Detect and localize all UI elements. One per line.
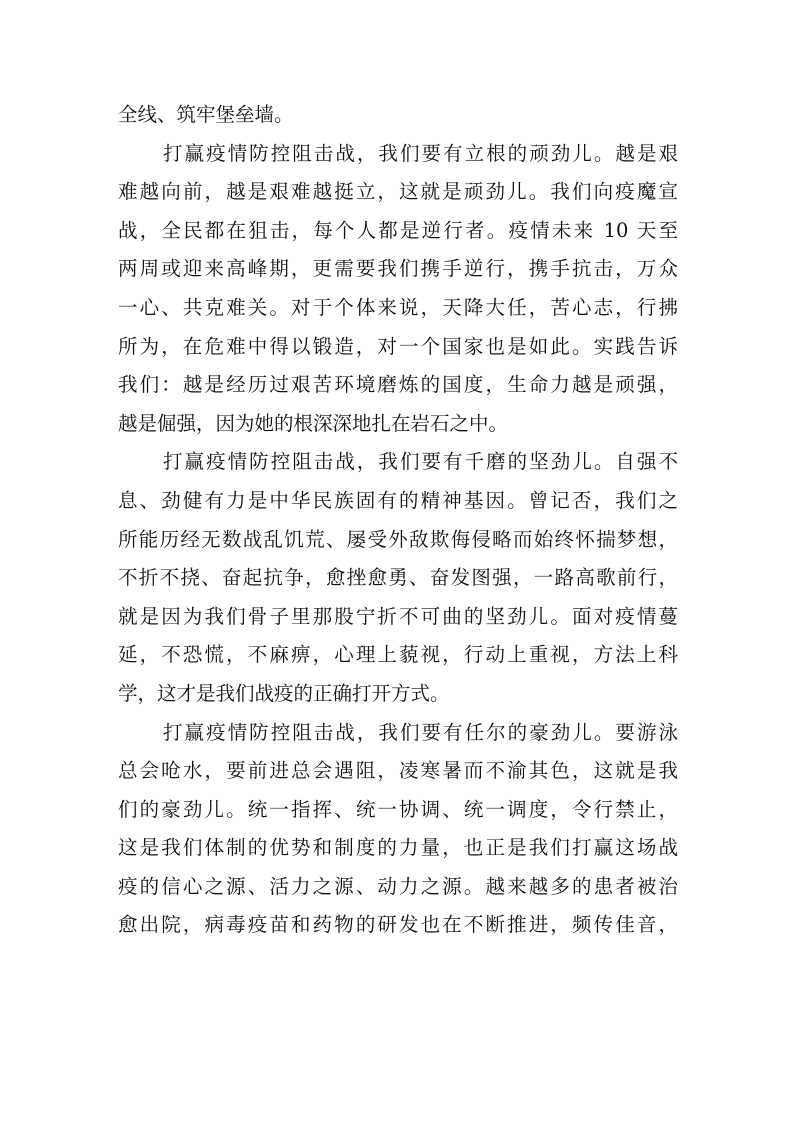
text-line: 愈出院，病毒疫苗和药物的研发也在不断推进，频传佳音， xyxy=(118,913,678,937)
paragraph-first-line: 打赢疫情防控阻击战，我们要有千磨的坚劲儿。自强不 xyxy=(163,450,678,474)
text-line: 全线、筑牢堡垒墙。 xyxy=(118,103,294,126)
text-line: 两周或迎来高峰期，更需要我们携手逆行，携手抗击，万众 xyxy=(118,257,678,281)
text-line: 延，不恐慌，不麻痹，心理上藐视，行动上重视，方法上科 xyxy=(118,643,678,667)
text-line: 就是因为我们骨子里那股宁折不可曲的坚劲儿。面对疫情蔓 xyxy=(118,604,678,628)
text-line: 我们：越是经历过艰苦环境磨炼的国度，生命力越是顽强， xyxy=(118,373,678,397)
paragraph-first-line: 打赢疫情防控阻击战，我们要有任尔的豪劲儿。要游泳 xyxy=(163,720,678,744)
text-line: 战，全民都在狙击，每个人都是逆行者。疫情未来 10 天至 xyxy=(118,218,678,242)
text-line: 这是我们体制的优势和制度的力量，也正是我们打赢这场战 xyxy=(118,836,678,860)
text-line: 息、劲健有力是中华民族固有的精神基因。曾记否，我们之 xyxy=(118,488,678,512)
body-text xyxy=(118,96,678,945)
text-line: 越是倔强，因为她的根深深地扎在岩石之中。 xyxy=(118,411,509,435)
text-line: 疫的信心之源、活力之源、动力之源。越来越多的患者被治 xyxy=(118,874,678,898)
paragraph-first-line: 打赢疫情防控阻击战，我们要有立根的顽劲儿。越是艰 xyxy=(163,141,678,165)
text-line: 所能历经无数战乱饥荒、屡受外敌欺侮侵略而始终怀揣梦想， xyxy=(118,527,678,551)
text-line: 难越向前，越是艰难越挺立，这就是顽劲儿。我们向疫魔宣 xyxy=(118,180,678,204)
text-line: 总会呛水，要前进总会遇阻，凌寒暑而不渝其色，这就是我 xyxy=(118,759,678,783)
text-line: 一心、共克难关。对于个体来说，天降大任，苦心志，行拂 xyxy=(118,295,678,319)
text-line: 所为，在危难中得以锻造，对一个国家也是如此。实践告诉 xyxy=(118,334,678,358)
text-line: 学，这才是我们战疫的正确打开方式。 xyxy=(118,681,450,705)
text-line: 们的豪劲儿。统一指挥、统一协调、统一调度，令行禁止， xyxy=(118,797,678,821)
text-line: 不折不挠、奋起抗争，愈挫愈勇、奋发图强，一路高歌前行， xyxy=(118,566,678,590)
